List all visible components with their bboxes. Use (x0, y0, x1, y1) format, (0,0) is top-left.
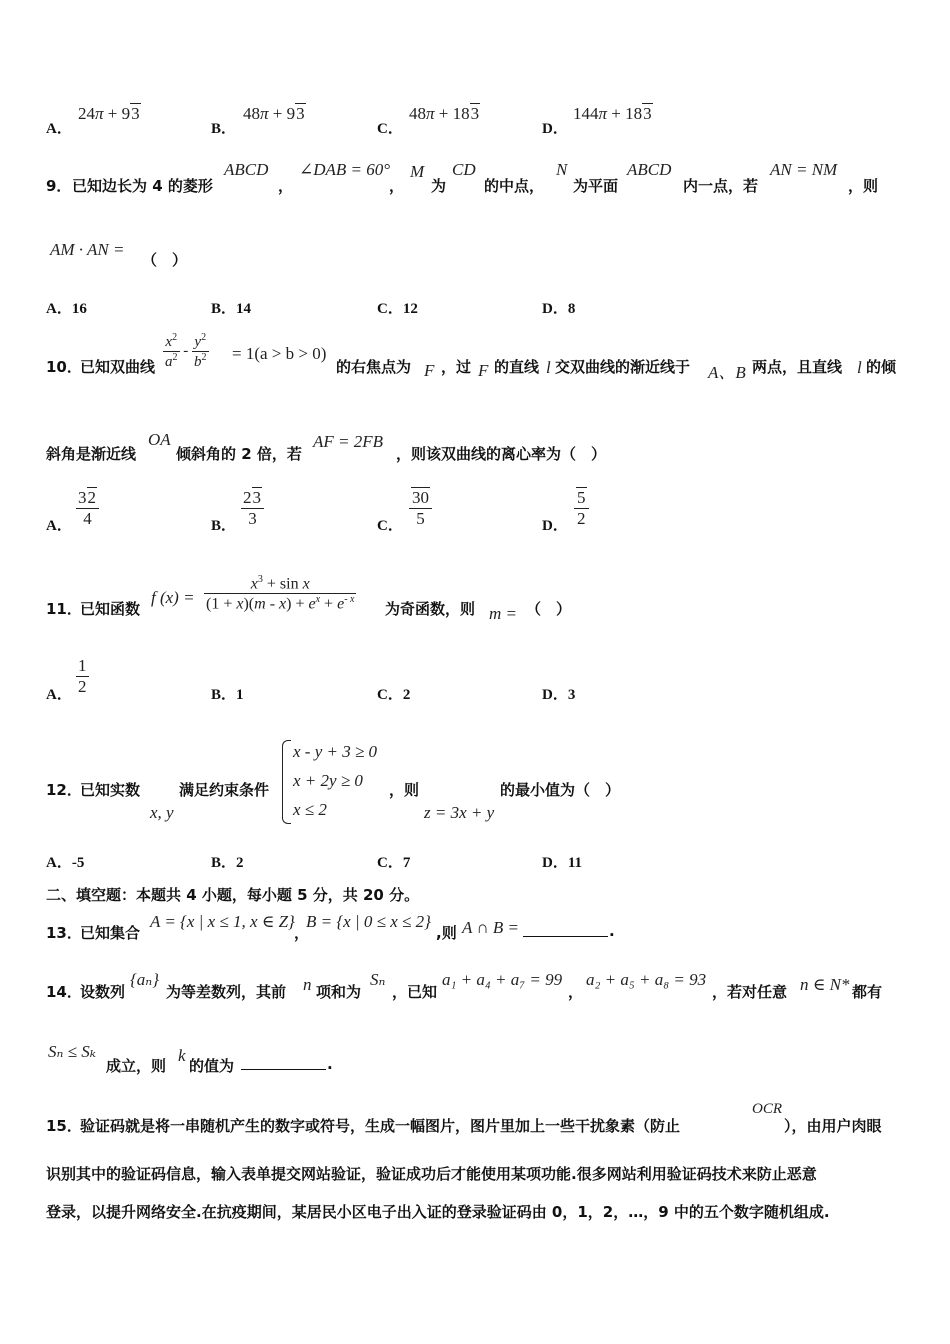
q9-option-c: C．12 (377, 301, 418, 317)
q12-xy: x, y (150, 803, 174, 822)
q14-k: k (178, 1046, 186, 1065)
q13-period: . (609, 922, 615, 940)
q10-option-d-label: D． (542, 518, 568, 534)
q15-text: ），由用户肉眼 (784, 1117, 882, 1135)
q10-hyperbola: $\frac{x^2}{a^2}$ - $\frac{y^2}{b^2}$ (165, 332, 207, 370)
q10-option-a-label: A． (46, 518, 72, 534)
q10-text: 已知双曲线 (80, 358, 156, 376)
q14-answer-blank[interactable] (241, 1055, 326, 1074)
q9-abcd: ABCD (224, 160, 269, 179)
q11-text: 已知函数 (80, 600, 141, 618)
q10-text: 的倾 (866, 358, 897, 376)
q14-text: 的值为 (189, 1057, 235, 1075)
q12-option-d: D．11 (542, 855, 583, 871)
q11-option-a-label: A． (46, 687, 72, 703)
q10-f: F (424, 361, 435, 380)
q14-period: . (327, 1055, 333, 1073)
q8-option-b-label: B． (211, 121, 237, 137)
q9-comma: ， (278, 177, 294, 195)
q10-option-d-value: $\frac{5}{2}$ (574, 488, 589, 529)
q9-m: M (410, 162, 425, 181)
q12-number: 12． (46, 781, 82, 799)
q10-text: 两点，且直线 (752, 358, 843, 376)
q8-option-a-math: 24π + 93 (78, 104, 140, 123)
q12-brace (282, 740, 291, 824)
q13-number: 13． (46, 924, 82, 942)
q9-text: 的中点， (484, 177, 545, 195)
q8-option-a-label: A． (46, 121, 72, 137)
q9-text: 为 (431, 177, 447, 195)
q14-sn: Sₙ (370, 970, 386, 989)
q9-cd: CD (452, 160, 476, 179)
q10-af-eq: AF = 2FB (313, 432, 384, 451)
q15-text: 识别其中的验证码信息，输入表单提交网站验证，验证成功后才能使用某项功能.很多网站利用验证码技术来防止恶意 (46, 1165, 817, 1183)
q8-option-c-math: 48π + 183 (409, 104, 480, 123)
q8-option-d-math: 144π + 183 (573, 104, 652, 123)
q14-text: ，若对任意 (712, 983, 788, 1001)
q12-z: z = 3x + y (424, 803, 495, 822)
q8-option-c-label: C． (377, 121, 403, 137)
q15-text: 登录，以提升网络安全.在抗疫期间，某居民小区电子出入证的登录验证码由 0，1，2，…，9 中的五个数字随机组成. (46, 1203, 830, 1221)
q13-answer-blank[interactable] (523, 922, 608, 941)
q11-number: 11． (46, 600, 82, 618)
q15-text: 验证码就是将一串随机产生的数字或符号，生成一幅图片，图片里加上一些干扰象素（防止 (80, 1117, 681, 1135)
q12-constraint-2: x + 2y ≥ 0 (293, 771, 363, 790)
q10-option-c-label: C． (377, 518, 403, 534)
q13-text: ,则 (436, 924, 457, 942)
q10-f: F (478, 361, 489, 380)
q14-text: 为等差数列，其前 (166, 983, 287, 1001)
q10-l: l (546, 358, 551, 377)
q9-abcd2: ABCD (627, 160, 672, 179)
q12-constraint-1: x - y + 3 ≥ 0 (293, 742, 378, 761)
q10-option-c-value: $\frac{30}{5}$ (409, 488, 432, 529)
q11-paren: （ ） (526, 600, 572, 618)
q15-ocr: OCR (752, 1101, 782, 1117)
q14-n-in-n: n ∈ N* (800, 975, 850, 994)
section-heading: 二、填空题：本题共 4 小题，每小题 5 分，共 20 分。 (46, 886, 420, 904)
q14-n: n (303, 975, 312, 994)
q9-option-b: B．14 (211, 301, 252, 317)
q11-fraction: $\frac{x^3 + \sin x}{(1 + x)(m - x) + e^x + e^{- x}}$ (206, 574, 355, 613)
q12-text: ，则 (389, 781, 420, 799)
q9-paren: （ ） (142, 251, 188, 269)
q11-fx: f (x) = (151, 588, 195, 607)
q11-m: m = (489, 604, 517, 623)
q10-text: 的右焦点为 (336, 358, 412, 376)
q12-option-a: A．-5 (46, 855, 85, 871)
q13-set-b: B = {x | 0 ≤ x ≤ 2} (306, 912, 431, 931)
q10-text: 的直线 (494, 358, 540, 376)
q8-option-d-label: D． (542, 121, 568, 137)
q12-text: 已知实数 (80, 781, 141, 799)
q10-text: ，则该双曲线的离心率为（ ） (396, 445, 607, 463)
q9-text: 已知边长为 4 的菱形 (72, 177, 213, 195)
q9-n: N (556, 160, 568, 179)
q10-text: ，过 (441, 358, 472, 376)
q10-text: 斜角是渐近线 (46, 445, 137, 463)
q11-option-d: D．3 (542, 687, 576, 703)
q9-option-a: A．16 (46, 301, 87, 317)
q13-intersection: A ∩ B = (462, 918, 519, 937)
q14-eq1: a₁ + a₄ + a₇ = 99 (442, 970, 563, 989)
q10-number: 10． (46, 358, 82, 376)
q10-ab: A、B (708, 363, 746, 382)
q14-eq2: a₂ + a₅ + a₈ = 93 (586, 970, 707, 989)
q9-number: 9． (46, 177, 72, 195)
q13-text: 已知集合 (80, 924, 141, 942)
q13-comma: ， (294, 924, 310, 942)
q9-dot-product: AM · AN = (50, 240, 125, 259)
q11-option-b: B．1 (211, 687, 244, 703)
q9-text: 内一点，若 (683, 177, 759, 195)
q9-angle: ∠DAB = 60° (299, 160, 391, 179)
q11-option-c: C．2 (377, 687, 411, 703)
q10-text: 倾斜角的 2 倍，若 (176, 445, 302, 463)
q12-option-b: B．2 (211, 855, 244, 871)
q13-set-a: A = {x | x ≤ 1, x ∈ Z} (150, 912, 295, 931)
q11-text: 为奇函数，则 (385, 600, 476, 618)
q10-text: 交双曲线的渐近线于 (555, 358, 691, 376)
q9-option-d: D．8 (542, 301, 576, 317)
q12-constraint-3: x ≤ 2 (293, 800, 327, 819)
q10-option-b-value: $\frac{23}{3}$ (241, 488, 264, 529)
q11-option-a-value: $\frac{1}{2}$ (78, 656, 87, 696)
q8-option-b-math: 48π + 93 (243, 104, 305, 123)
q10-l: l (857, 358, 862, 377)
q9-text: 为平面 (573, 177, 619, 195)
q12-text: 的最小值为（ ） (500, 781, 621, 799)
q9-comma: ， (389, 177, 405, 195)
q10-condition: = 1(a > b > 0) (232, 344, 327, 363)
q14-text: ，已知 (392, 983, 438, 1001)
q10-option-b-label: B． (211, 518, 237, 534)
q14-text: 设数列 (80, 983, 126, 1001)
q14-text: 成立，则 (106, 1057, 167, 1075)
q15-number: 15． (46, 1117, 82, 1135)
q14-text: 都有 (852, 983, 883, 1001)
q10-oa: OA (148, 430, 171, 449)
q14-inequality: Sₙ ≤ Sₖ (48, 1042, 96, 1061)
q14-an: {aₙ} (130, 970, 159, 989)
q10-option-a-value: $\frac{32}{4}$ (76, 488, 99, 529)
q14-comma: ， (568, 983, 584, 1001)
q9-text: ，则 (848, 177, 879, 195)
q14-text: 项和为 (316, 983, 362, 1001)
q9-an-eq: AN = NM (770, 160, 838, 179)
q12-text: 满足约束条件 (179, 781, 270, 799)
q14-number: 14． (46, 983, 82, 1001)
q12-option-c: C．7 (377, 855, 411, 871)
